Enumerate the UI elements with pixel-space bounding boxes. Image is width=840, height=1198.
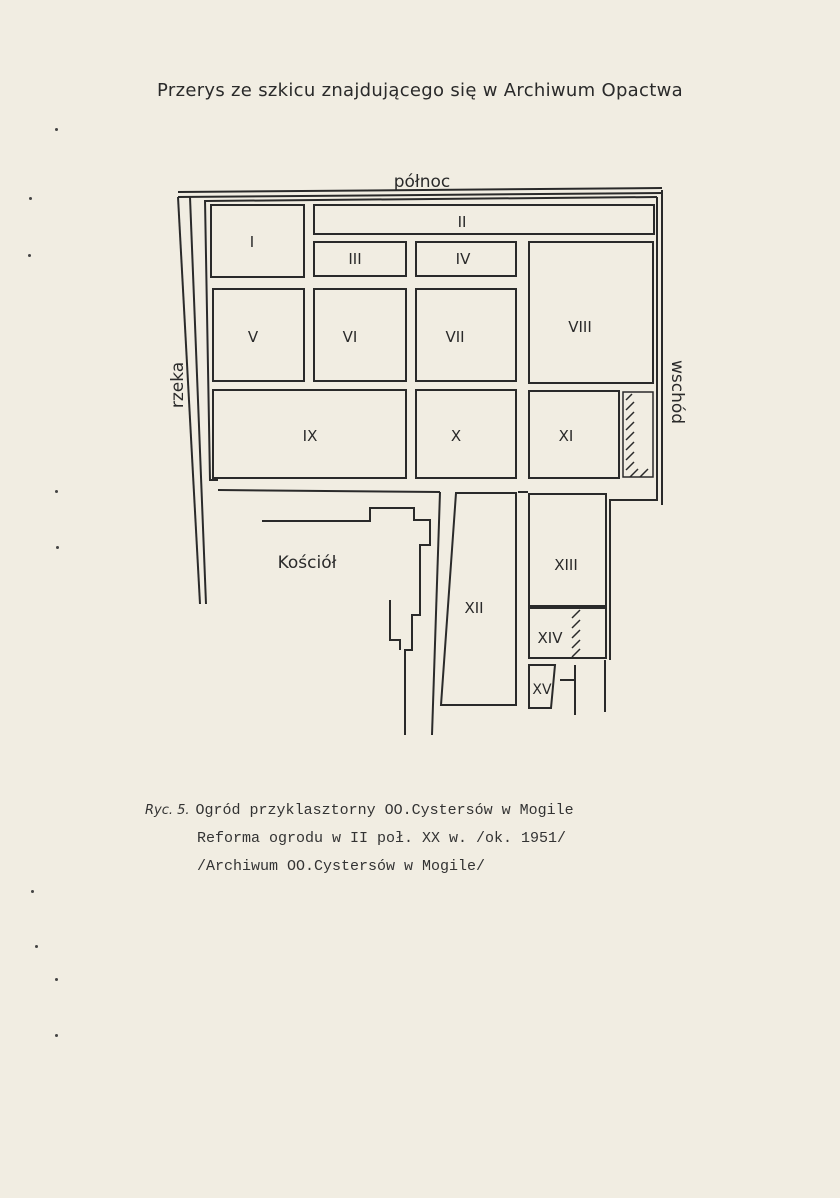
river-label: rzeka xyxy=(168,361,188,409)
plot-label-12: XII xyxy=(464,599,484,617)
plot-2 xyxy=(314,205,654,234)
plot-5 xyxy=(213,289,304,381)
caption-line-1: Ryc. 5. Ogród przyklasztorny OO.Cystersów w Mogile xyxy=(145,802,574,819)
margin-mark xyxy=(55,1034,58,1037)
plot-11 xyxy=(529,391,619,478)
plot-label-13: XIII xyxy=(554,556,578,574)
plot-label-4: IV xyxy=(455,250,471,268)
figure-caption xyxy=(145,797,574,881)
caption-line-2: Reforma ogrodu w II poł. XX w. /ok. 1951/ xyxy=(197,830,567,847)
plot-label-2: II xyxy=(457,213,467,231)
hatching-plot-14 xyxy=(572,610,580,657)
plot-label-5: V xyxy=(247,328,259,346)
margin-mark xyxy=(56,546,59,549)
plot-1 xyxy=(211,205,304,277)
page-title: Przerys ze szkicu znajdującego się w Archiwum Opactwa xyxy=(157,80,683,101)
church-label: Kościół xyxy=(277,553,337,573)
margin-mark xyxy=(55,128,58,131)
margin-mark xyxy=(31,890,34,893)
hatching-east xyxy=(626,394,648,477)
church-outline xyxy=(262,508,430,735)
plot-label-11: XI xyxy=(558,427,574,445)
margin-mark xyxy=(55,490,58,493)
margin-mark xyxy=(35,945,38,948)
plot-label-1: I xyxy=(249,233,255,251)
plot-label-14: XIV xyxy=(537,629,563,647)
plot-label-15: XV xyxy=(532,682,552,698)
caption-line-3: /Archiwum OO.Cystersów w Mogile/ xyxy=(197,858,486,875)
plot-label-8: VIII xyxy=(568,318,592,336)
plot-8 xyxy=(529,242,653,383)
margin-mark xyxy=(29,197,32,200)
margin-mark xyxy=(28,254,31,257)
plot-7 xyxy=(416,289,516,381)
margin-mark xyxy=(55,978,58,981)
caption-prefix: Ryc. 5. xyxy=(145,803,190,818)
north-label: północ xyxy=(393,172,451,192)
east-label: wschód xyxy=(667,359,687,425)
plot-label-10: X xyxy=(450,427,462,445)
plot-6 xyxy=(314,289,406,381)
hatched-building-east xyxy=(623,392,653,477)
plot-label-7: VII xyxy=(445,328,465,346)
plot-label-6: VI xyxy=(342,328,358,346)
plot-13 xyxy=(529,494,606,606)
plot-label-3: III xyxy=(348,250,362,268)
plot-10 xyxy=(416,390,516,478)
plot-label-9: IX xyxy=(302,427,318,445)
